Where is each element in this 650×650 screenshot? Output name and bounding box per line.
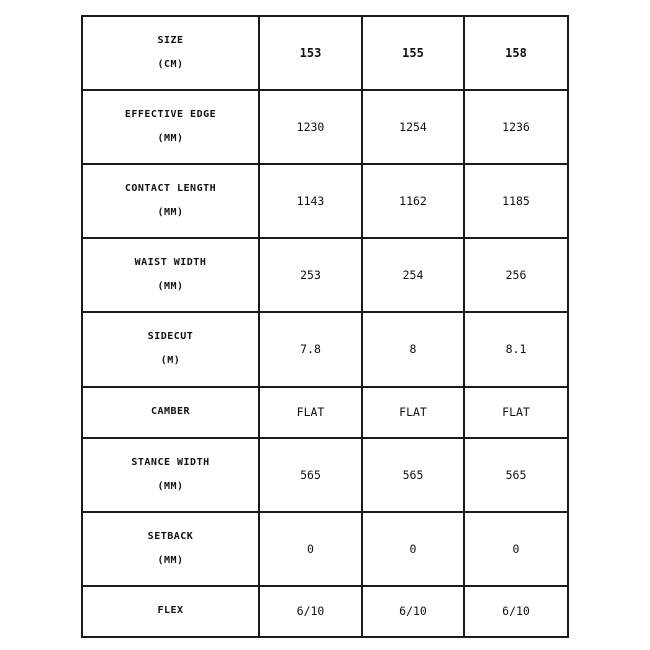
row-label (82, 438, 259, 512)
row-label-line1: CAMBER (150, 406, 191, 418)
table-row-effective-edge (82, 90, 568, 164)
table-cell: 7.8 (259, 312, 362, 386)
table-row-setback (82, 512, 568, 586)
table-row-waist-width (82, 238, 568, 312)
table-cell: 8.1 (464, 312, 568, 386)
row-label-unit: (MM) (157, 554, 184, 566)
size-153: 153 (259, 16, 362, 90)
row-label-line1: SETBACK (147, 530, 194, 542)
row-label-line1: WAIST WIDTH (134, 257, 207, 269)
row-label (82, 90, 259, 164)
table-cell: 565 (464, 438, 568, 512)
row-label (82, 238, 259, 312)
table-cell: 256 (464, 238, 568, 312)
row-label-unit: (MM) (157, 133, 184, 145)
spec-table (81, 15, 569, 638)
table-cell: FLAT (259, 387, 362, 438)
table-cell: 0 (362, 512, 464, 586)
row-label-line1: STANCE WIDTH (131, 456, 210, 468)
size-158: 158 (464, 16, 568, 90)
table-row-sidecut (82, 312, 568, 386)
table-cell: 0 (464, 512, 568, 586)
table-cell: 1185 (464, 164, 568, 238)
row-label-unit: (M) (160, 355, 181, 367)
row-label (82, 512, 259, 586)
row-label-line1: SIDECUT (147, 331, 194, 343)
row-label (82, 387, 259, 438)
table-cell: 1230 (259, 90, 362, 164)
row-label (82, 586, 259, 637)
table-cell: 253 (259, 238, 362, 312)
table-cell: FLAT (464, 387, 568, 438)
table-cell: 565 (362, 438, 464, 512)
table-row-camber (82, 387, 568, 438)
table-cell: 6/10 (464, 586, 568, 637)
table-cell: 1143 (259, 164, 362, 238)
table-cell: 254 (362, 238, 464, 312)
size-155: 155 (362, 16, 464, 90)
row-label (82, 312, 259, 386)
table-cell: 1162 (362, 164, 464, 238)
row-label (82, 164, 259, 238)
row-label-line1: EFFECTIVE EDGE (124, 109, 217, 121)
table-row-stance-width (82, 438, 568, 512)
table-cell: 6/10 (362, 586, 464, 637)
row-label-unit: (MM) (157, 207, 184, 219)
row-label-line1: FLEX (157, 605, 184, 617)
table-cell: 0 (259, 512, 362, 586)
size-label-line1: SIZE (157, 35, 184, 47)
row-label-line1: CONTACT LENGTH (124, 183, 217, 195)
table-cell: FLAT (362, 387, 464, 438)
table-row-flex (82, 586, 568, 637)
table-row-contact-length (82, 164, 568, 238)
size-label-unit: (CM) (157, 59, 184, 71)
table-cell: 1254 (362, 90, 464, 164)
size-label (82, 16, 259, 90)
table-cell: 1236 (464, 90, 568, 164)
table-cell: 565 (259, 438, 362, 512)
table-cell: 6/10 (259, 586, 362, 637)
row-label-unit: (MM) (157, 480, 184, 492)
table-header-row (82, 16, 568, 90)
row-label-unit: (MM) (157, 281, 184, 293)
table-cell: 8 (362, 312, 464, 386)
